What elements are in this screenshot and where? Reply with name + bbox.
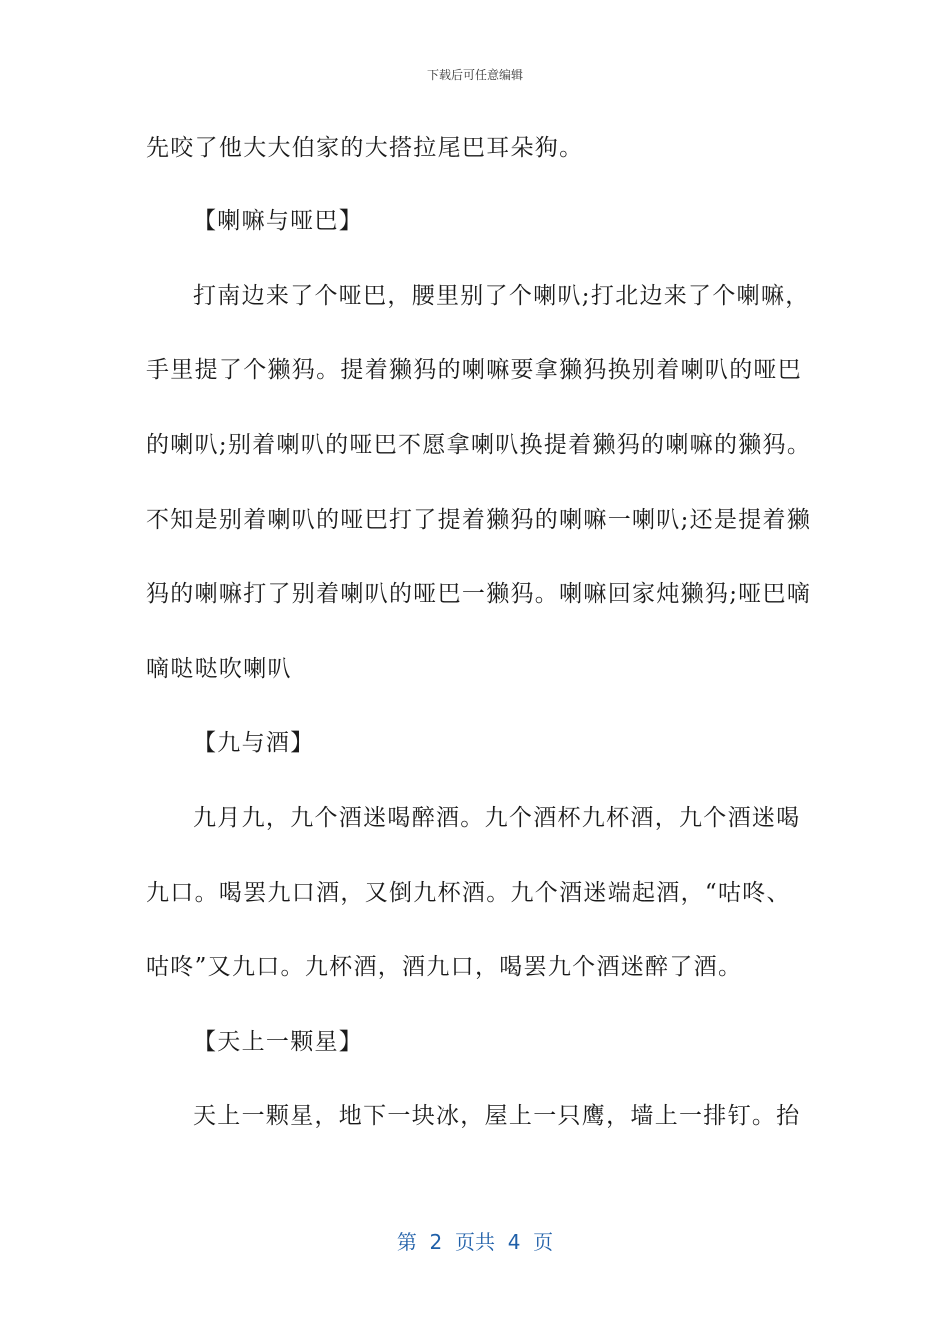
section-heading-tianshang-yike-xing: 【天上一颗星】: [193, 1029, 364, 1055]
text-line: 先咬了他大大伯家的大搭拉尾巴耳朵狗。: [146, 135, 584, 161]
section-heading-jiu-yu-jiu: 【九与酒】: [193, 730, 315, 756]
text-line: 犸的喇嘛打了别着喇叭的哑巴一獭犸。喇嘛回家炖獭犸;哑巴嘀: [146, 581, 812, 607]
text-line: 手里提了个獭犸。提着獭犸的喇嘛要拿獭犸换别着喇叭的哑巴: [146, 357, 803, 383]
text-line: 的喇叭;别着喇叭的哑巴不愿拿喇叭换提着獭犸的喇嘛的獭犸。: [146, 432, 812, 458]
page-header: 下载后可任意编辑: [426, 68, 523, 82]
text-line: 打南边来了个哑巴，腰里别了个喇叭;打北边来了个喇嘛，: [193, 283, 810, 309]
text-line: 不知是别着喇叭的哑巴打了提着獭犸的喇嘛一喇叭;还是提着獭: [146, 507, 812, 533]
text-line: 嘀哒哒吹喇叭: [146, 656, 292, 682]
text-line: 天上一颗星，地下一块冰，屋上一只鹰，墙上一排钉。抬: [193, 1103, 801, 1129]
text-line: 九口。喝罢九口酒，又倒九杯酒。九个酒迷端起酒，“咕咚、: [146, 880, 791, 906]
section-heading-lama-yaba: 【喇嘛与哑巴】: [193, 208, 364, 234]
text-line: 九月九，九个酒迷喝醉酒。九个酒杯九杯酒，九个酒迷喝: [193, 805, 801, 831]
page-number-footer: 第 2 页共 4 页: [396, 1230, 554, 1254]
text-line: 咕咚”又九口。九杯酒，酒九口，喝罢九个酒迷醉了酒。: [146, 954, 743, 980]
